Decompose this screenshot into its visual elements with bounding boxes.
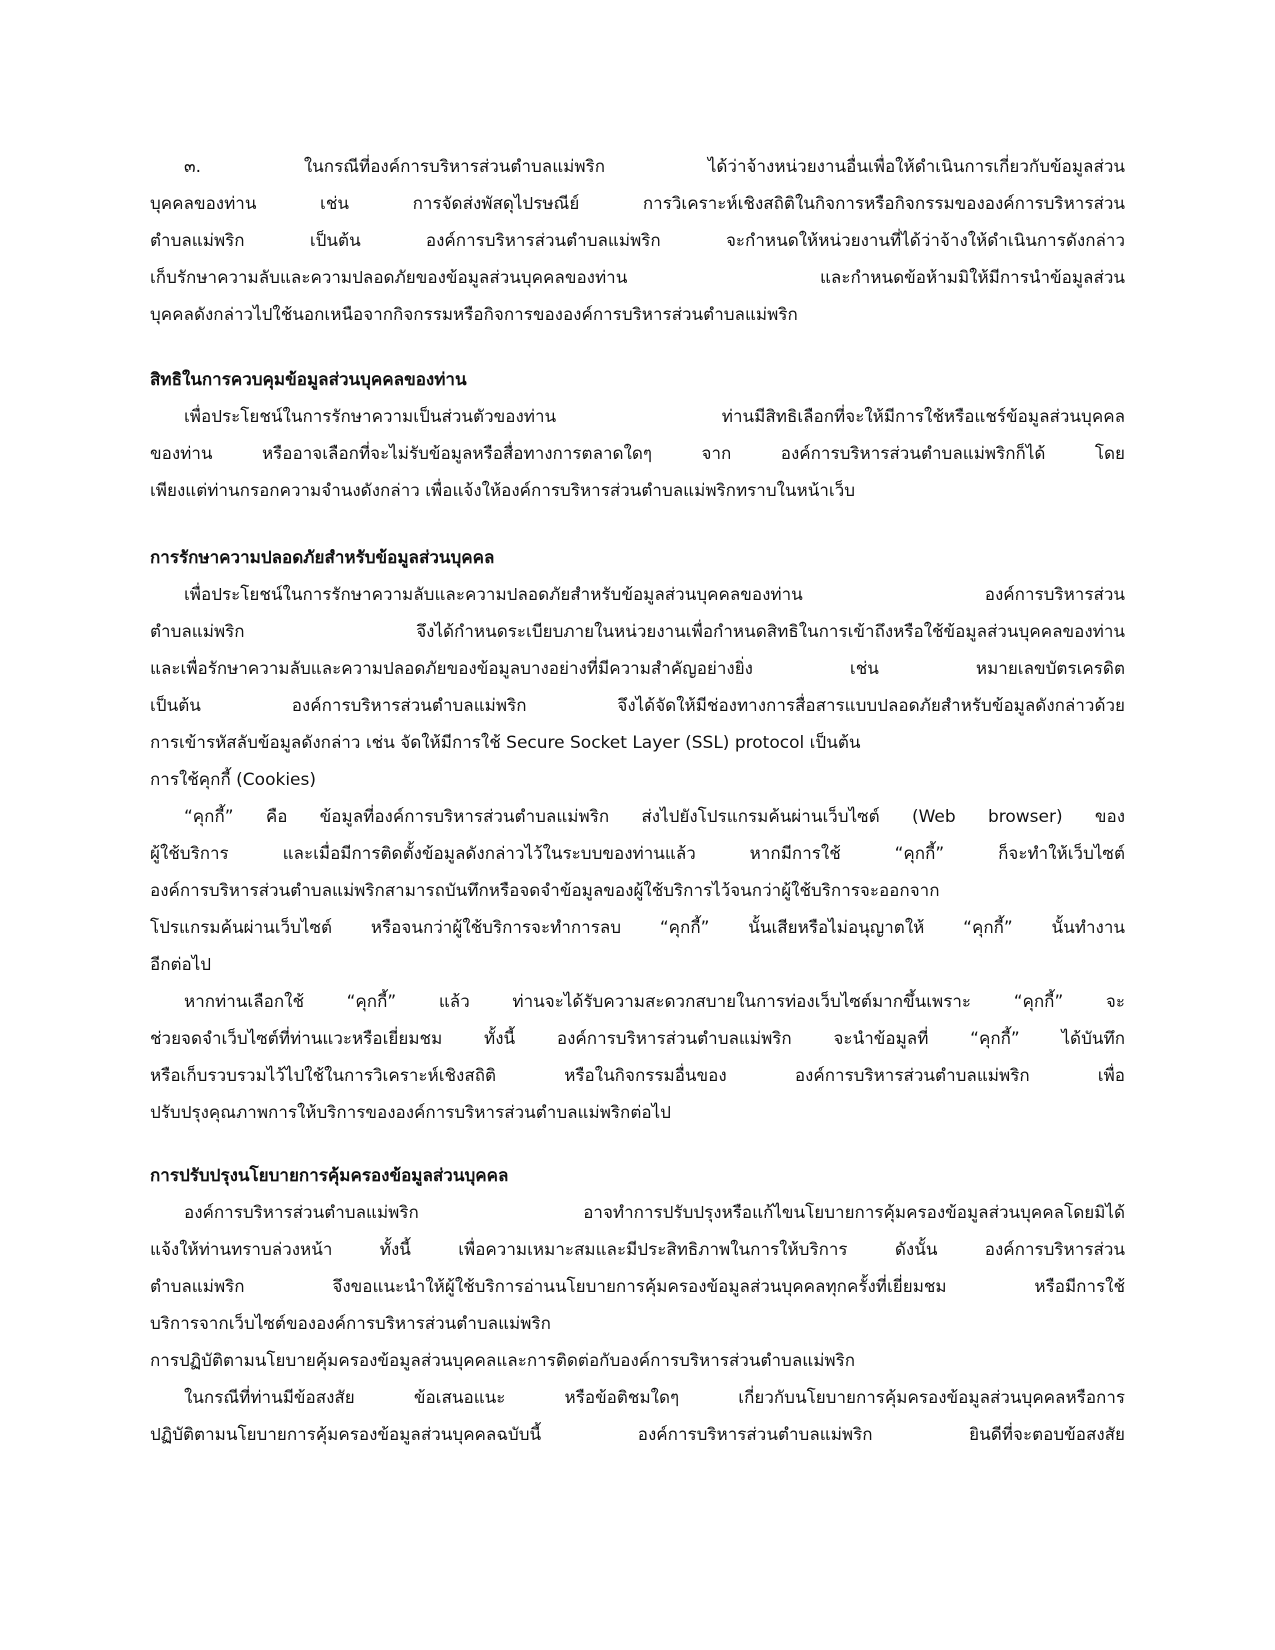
paragraph-line: เพื่อประโยชน์ในการรักษาความเป็นส่วนตัวของท่าน ท่านมีสิทธิเลือกที่จะให้มีการใช้หรือแชร์ข้อมูลส่วนบุคคล (184, 407, 1125, 427)
section-heading-rights: สิทธิในการควบคุมข้อมูลส่วนบุคคลของท่าน (150, 370, 467, 390)
paragraph-3 (150, 149, 1125, 334)
policy-update-section (150, 1158, 1125, 1343)
section-heading-policy-update: การปรับปรุงนโยบายการคุ้มครองข้อมูลส่วนบุคคล (150, 1166, 509, 1186)
paragraph-line: การเข้ารหัสลับข้อมูลดังกล่าว เช่น จัดให้มีการใช้ Secure Socket Layer (SSL) protocol เป็นต้น (150, 733, 861, 753)
paragraph-line: ตำบลแม่พริก จึงได้กำหนดระเบียบภายในหน่วยงานเพื่อกำหนดสิทธิในการเข้าถึงหรือใช้ข้อมูลส่วนบุคคลของท่าน (150, 622, 1125, 642)
paragraph-line: บุคคลดังกล่าวไปใช้นอกเหนือจากกิจกรรมหรือกิจการขององค์การบริหารส่วนตำบลแม่พริก (150, 305, 798, 325)
paragraph-line: ในกรณีที่ท่านมีข้อสงสัย ข้อเสนอแนะ หรือข้อติชมใดๆ เกี่ยวกับนโยบายการคุ้มครองข้อมูลส่วนบุคคลหรือการ (184, 1388, 1125, 1408)
paragraph-line: ปรับปรุงคุณภาพการให้บริการขององค์การบริหารส่วนตำบลแม่พริกต่อไป (150, 1103, 671, 1123)
security-section (150, 540, 1125, 762)
paragraph-line: ตำบลแม่พริก เป็นต้น องค์การบริหารส่วนตำบลแม่พริก จะกำหนดให้หน่วยงานที่ได้ว่าจ้างให้ดำเนินการดังกล่าว (150, 231, 1125, 251)
paragraph-line: โปรแกรมค้นผ่านเว็บไซต์ หรือจนกว่าผู้ใช้บริการจะทำการลบ “คุกกี้” นั้นเสียหรือไม่อนุญาตให้ “คุกกี้” นั้นทำงาน (150, 918, 1125, 938)
paragraph-line: องค์การบริหารส่วนตำบลแม่พริก อาจทำการปรับปรุงหรือแก้ไขนโยบายการคุ้มครองข้อมูลส่วนบุคคลโดยมิได้ (184, 1203, 1125, 1223)
compliance-section (150, 1343, 1125, 1454)
section-heading-security: การรักษาความปลอดภัยสำหรับข้อมูลส่วนบุคคล (150, 548, 495, 568)
rights-section (150, 362, 1125, 510)
paragraph-line: ของท่าน หรืออาจเลือกที่จะไม่รับข้อมูลหรือสื่อทางการตลาดใดๆ จาก องค์การบริหารส่วนตำบลแม่พริกก็ได้ โดย (150, 444, 1125, 464)
paragraph-line: บริการจากเว็บไซต์ขององค์การบริหารส่วนตำบลแม่พริก (150, 1314, 551, 1334)
paragraph-line: หากท่านเลือกใช้ “คุกกี้” แล้ว ท่านจะได้รับความสะดวกสบายในการท่องเว็บไซต์มากขึ้นเพราะ “คุกกี้” จะ (184, 992, 1125, 1012)
cookies-section (150, 762, 1125, 1132)
paragraph-line: และเพื่อรักษาความลับและความปลอดภัยของข้อมูลบางอย่างที่มีความสำคัญอย่างยิ่ง เช่น หมายเลขบัตรเครดิต (150, 659, 1125, 679)
section-heading-compliance: การปฏิบัติตามนโยบายคุ้มครองข้อมูลส่วนบุคคลและการติดต่อกับองค์การบริหารส่วนตำบลแม่พริก (150, 1351, 856, 1371)
paragraph-line: แจ้งให้ท่านทราบล่วงหน้า ทั้งนี้ เพื่อความเหมาะสมและมีประสิทธิภาพในการให้บริการ ดังนั้น องค์การบริหารส่วน (150, 1240, 1125, 1260)
paragraph-line: ตำบลแม่พริก จึงขอแนะนำให้ผู้ใช้บริการอ่านนโยบายการคุ้มครองข้อมูลส่วนบุคคลทุกครั้งที่เยี่ยมชม หรือมีการใช้ (150, 1277, 1125, 1297)
section-heading-cookies: การใช้คุกกี้ (Cookies) (150, 770, 316, 790)
paragraph-line: “คุกกี้” คือ ข้อมูลที่องค์การบริหารส่วนตำบลแม่พริก ส่งไปยังโปรแกรมค้นผ่านเว็บไซต์ (Web browser) ของ (184, 807, 1125, 827)
paragraph-line: ผู้ใช้บริการ และเมื่อมีการติดตั้งข้อมูลดังกล่าวไว้ในระบบของท่านแล้ว หากมีการใช้ “คุกกี้” ก็จะทำให้เว็บไซต์ (150, 844, 1125, 864)
paragraph-line: เพื่อประโยชน์ในการรักษาความลับและความปลอดภัยสำหรับข้อมูลส่วนบุคคลของท่าน องค์การบริหารส่วน (184, 585, 1125, 605)
paragraph-line: ปฏิบัติตามนโยบายการคุ้มครองข้อมูลส่วนบุคคลฉบับนี้ องค์การบริหารส่วนตำบลแม่พริก ยินดีที่จะตอบข้อสงสัย (150, 1425, 1125, 1445)
paragraph-line: ๓. ในกรณีที่องค์การบริหารส่วนตำบลแม่พริก ได้ว่าจ้างหน่วยงานอื่นเพื่อให้ดำเนินการเกี่ยวกับข้อมูลส่วน (184, 157, 1125, 177)
paragraph-line: เพียงแต่ท่านกรอกความจำนงดังกล่าว เพื่อแจ้งให้องค์การบริหารส่วนตำบลแม่พริกทราบในหน้าเว็บ (150, 481, 856, 501)
paragraph-line: องค์การบริหารส่วนตำบลแม่พริกสามารถบันทึกหรือจดจำข้อมูลของผู้ใช้บริการไว้จนกว่าผู้ใช้บริการจะออกจาก (150, 881, 940, 901)
paragraph-line: อีกต่อไป (150, 955, 212, 975)
paragraph-line: หรือเก็บรวบรวมไว้ไปใช้ในการวิเคราะห์เชิงสถิติ หรือในกิจกรรมอื่นของ องค์การบริหารส่วนตำบลแม่พริก เพื่อ (150, 1066, 1125, 1086)
paragraph-line: เป็นต้น องค์การบริหารส่วนตำบลแม่พริก จึงได้จัดให้มีช่องทางการสื่อสารแบบปลอดภัยสำหรับข้อมูลดังกล่าวด้วย (150, 696, 1125, 716)
paragraph-line: บุคคลของท่าน เช่น การจัดส่งพัสดุไปรษณีย์ การวิเคราะห์เชิงสถิติในกิจการหรือกิจกรรมขององค์การบริหารส่วน (150, 194, 1125, 214)
paragraph-line: ช่วยจดจำเว็บไซต์ที่ท่านแวะหรือเยี่ยมชม ทั้งนี้ องค์การบริหารส่วนตำบลแม่พริก จะนำข้อมูลที่ “คุกกี้” ได้บันทึก (150, 1029, 1125, 1049)
paragraph-line: เก็บรักษาความลับและความปลอดภัยของข้อมูลส่วนบุคคลของท่าน และกำหนดข้อห้ามมิให้มีการนำข้อมูลส่วน (150, 268, 1125, 288)
